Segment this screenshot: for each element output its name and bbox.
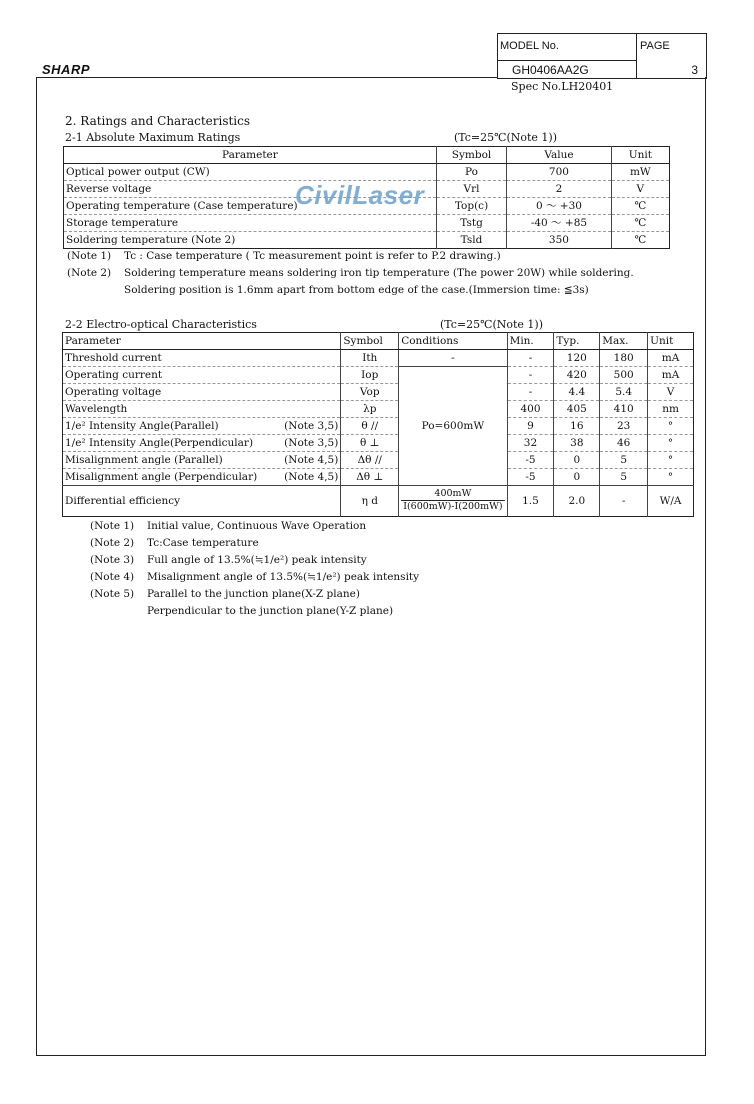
col-header: Conditions xyxy=(399,333,507,350)
model-label: MODEL No. xyxy=(500,40,559,52)
table-row xyxy=(63,350,694,367)
max-cell: 5 xyxy=(600,452,648,469)
table-header-row xyxy=(63,333,694,350)
typ-cell: 2.0 xyxy=(554,486,600,517)
typ-cell: 405 xyxy=(554,401,600,418)
col-header: Min. xyxy=(507,333,554,350)
param-cell: Operating current xyxy=(63,367,341,384)
param-label: Misalignment angle (Parallel) xyxy=(65,454,223,466)
symbol-cell: Δθ ⊥ xyxy=(341,469,399,486)
col-header: Parameter xyxy=(64,147,437,164)
unit-cell: ° xyxy=(648,452,694,469)
efficiency-fraction xyxy=(401,488,504,513)
typ-cell: 38 xyxy=(554,435,600,452)
table-row xyxy=(63,367,694,384)
min-cell: 32 xyxy=(507,435,554,452)
table-header-row xyxy=(64,147,670,164)
param-cell: Differential efficiency xyxy=(65,495,181,507)
symbol-cell: λp xyxy=(341,401,399,418)
symbol-cell: Δθ // xyxy=(341,452,399,469)
symbol-cell: Tsld xyxy=(436,232,506,249)
table-row xyxy=(63,435,694,452)
col-header: Unit xyxy=(611,147,669,164)
param-note: (Note 4,5) xyxy=(284,454,339,466)
param-note: (Note 3,5) xyxy=(284,437,339,449)
value-cell: 0 ～ +30 xyxy=(507,198,612,215)
symbol-cell: Vop xyxy=(341,384,399,401)
symbol-cell: Po xyxy=(436,164,506,181)
model-value: GH0406AA2G xyxy=(512,63,589,77)
note-text: Full angle of 13.5%(≒1/e²) peak intensity xyxy=(147,554,367,566)
min-cell: - xyxy=(507,367,554,384)
note-tag: (Note 3) xyxy=(90,554,135,566)
col-header: Value xyxy=(507,147,612,164)
value-cell: -40 ～ +85 xyxy=(507,215,612,232)
table-row xyxy=(63,418,694,435)
unit-cell: V xyxy=(648,384,694,401)
max-cell: 5 xyxy=(600,469,648,486)
abs-title: 2-1 Absolute Maximum Ratings xyxy=(65,131,241,144)
note-tag: (Note 1) xyxy=(90,520,135,532)
note-text: Tc:Case temperature xyxy=(147,537,259,549)
param-cell xyxy=(63,418,341,435)
max-cell: 5.4 xyxy=(600,384,648,401)
value-cell: 2 xyxy=(507,181,612,198)
table-row xyxy=(63,469,694,486)
table-row xyxy=(63,384,694,401)
typ-cell: 420 xyxy=(554,367,600,384)
min-cell: -5 xyxy=(507,469,554,486)
param-cell: Wavelength xyxy=(63,401,341,418)
table-row xyxy=(64,232,670,249)
param-cell: Threshold current xyxy=(63,350,341,367)
symbol-cell: η d xyxy=(341,486,399,517)
col-header: Typ. xyxy=(554,333,600,350)
table-row xyxy=(63,486,694,517)
note-tag: (Note 5) xyxy=(90,588,135,600)
param-cell: Reverse voltage xyxy=(64,181,437,198)
symbol-cell: θ ⊥ xyxy=(341,435,399,452)
col-header: Unit xyxy=(648,333,694,350)
abs-condition: (Tc=25℃(Note 1)) xyxy=(454,131,558,144)
symbol-cell: Tstg xyxy=(436,215,506,232)
fraction-numerator: 400mW xyxy=(401,488,504,501)
unit-cell: mA xyxy=(648,350,694,367)
col-header: Parameter xyxy=(63,333,341,350)
note-text: Tc : Case temperature ( Tc measurement point is refer to P.2 drawing.) xyxy=(124,250,501,262)
table-row xyxy=(64,215,670,232)
value-cell: 350 xyxy=(507,232,612,249)
typ-cell: 0 xyxy=(554,469,600,486)
param-cell: Operating voltage xyxy=(63,384,341,401)
min-cell: - xyxy=(507,384,554,401)
table-row xyxy=(64,164,670,181)
typ-cell: 4.4 xyxy=(554,384,600,401)
param-note: (Note 3,5) xyxy=(284,420,339,432)
param-note: (Note 4,5) xyxy=(284,471,339,483)
min-cell: 9 xyxy=(507,418,554,435)
param-cell xyxy=(63,435,341,452)
unit-cell: nm xyxy=(648,401,694,418)
col-header: Symbol xyxy=(341,333,399,350)
min-cell: - xyxy=(507,350,554,367)
note-text: Parallel to the junction plane(X-Z plane) xyxy=(147,588,360,600)
eo-condition: (Tc=25℃(Note 1)) xyxy=(440,318,544,331)
note-text: Perpendicular to the junction plane(Y-Z plane) xyxy=(147,605,394,617)
max-cell: 410 xyxy=(600,401,648,418)
col-header: Symbol xyxy=(436,147,506,164)
min-cell: -5 xyxy=(507,452,554,469)
note-text: Soldering temperature means soldering iron tip temperature (The power 20W) while soldering. xyxy=(124,267,634,279)
unit-cell: V xyxy=(611,181,669,198)
param-cell: Soldering temperature (Note 2) xyxy=(66,234,236,246)
max-cell: 180 xyxy=(600,350,648,367)
shared-condition-cell: Po=600mW xyxy=(399,367,507,486)
unit-cell: ℃ xyxy=(611,215,669,232)
page-number: 3 xyxy=(691,63,698,77)
condition-cell xyxy=(399,486,507,517)
max-cell: 46 xyxy=(600,435,648,452)
typ-cell: 16 xyxy=(554,418,600,435)
col-header: Max. xyxy=(600,333,648,350)
eo-title: 2-2 Electro-optical Characteristics xyxy=(65,318,257,331)
unit-cell: ° xyxy=(648,435,694,452)
note-tag: (Note 2) xyxy=(67,267,112,279)
param-label: 1/e² Intensity Angle(Perpendicular) xyxy=(65,437,254,449)
note-text: Initial value, Continuous Wave Operation xyxy=(147,520,367,532)
symbol-cell: Ith xyxy=(341,350,399,367)
table-row xyxy=(63,401,694,418)
unit-cell: ° xyxy=(648,418,694,435)
min-cell: 1.5 xyxy=(507,486,554,517)
fraction-denominator: I(600mW)-I(200mW) xyxy=(403,501,503,512)
note-tag: (Note 4) xyxy=(90,571,135,583)
typ-cell: 120 xyxy=(554,350,600,367)
condition-cell: - xyxy=(399,350,507,367)
electro-optical-table xyxy=(62,332,694,517)
param-label: 1/e² Intensity Angle(Parallel) xyxy=(65,420,219,432)
unit-cell: W/A xyxy=(648,486,694,517)
param-cell: Optical power output (CW) xyxy=(64,164,437,181)
symbol-cell: Vrl xyxy=(436,181,506,198)
page-label: PAGE xyxy=(640,40,670,52)
param-cell: Operating temperature (Case temperature) xyxy=(64,198,437,215)
section-title: 2. Ratings and Characteristics xyxy=(65,114,251,128)
spec-number: Spec No.LH20401 xyxy=(511,80,614,93)
symbol-cell: Iop xyxy=(341,367,399,384)
unit-cell: ° xyxy=(648,469,694,486)
header-box xyxy=(497,33,707,79)
max-cell: 23 xyxy=(600,418,648,435)
table-row xyxy=(63,452,694,469)
min-cell: 400 xyxy=(507,401,554,418)
watermark-logo: CivilLaser xyxy=(295,180,425,210)
symbol-cell: θ // xyxy=(341,418,399,435)
unit-cell: ℃ xyxy=(611,232,669,249)
unit-cell: mW xyxy=(611,164,669,181)
value-cell: 700 xyxy=(507,164,612,181)
param-cell xyxy=(63,452,341,469)
max-cell: - xyxy=(600,486,648,517)
note-text: Soldering position is 1.6mm apart from bottom edge of the case.(Immersion time: ≦3s) xyxy=(124,284,589,296)
note-tag: (Note 1) xyxy=(67,250,112,262)
unit-cell: ℃ xyxy=(611,198,669,215)
sharp-logo: SHARP xyxy=(42,62,91,77)
unit-cell: mA xyxy=(648,367,694,384)
typ-cell: 0 xyxy=(554,452,600,469)
param-label: Misalignment angle (Perpendicular) xyxy=(65,471,258,483)
symbol-cell: Top(c) xyxy=(436,198,506,215)
param-cell: Storage temperature xyxy=(64,215,437,232)
max-cell: 500 xyxy=(600,367,648,384)
note-tag: (Note 2) xyxy=(90,537,135,549)
param-cell xyxy=(63,469,341,486)
note-text: Misalignment angle of 13.5%(≒1/e²) peak intensity xyxy=(147,571,420,583)
